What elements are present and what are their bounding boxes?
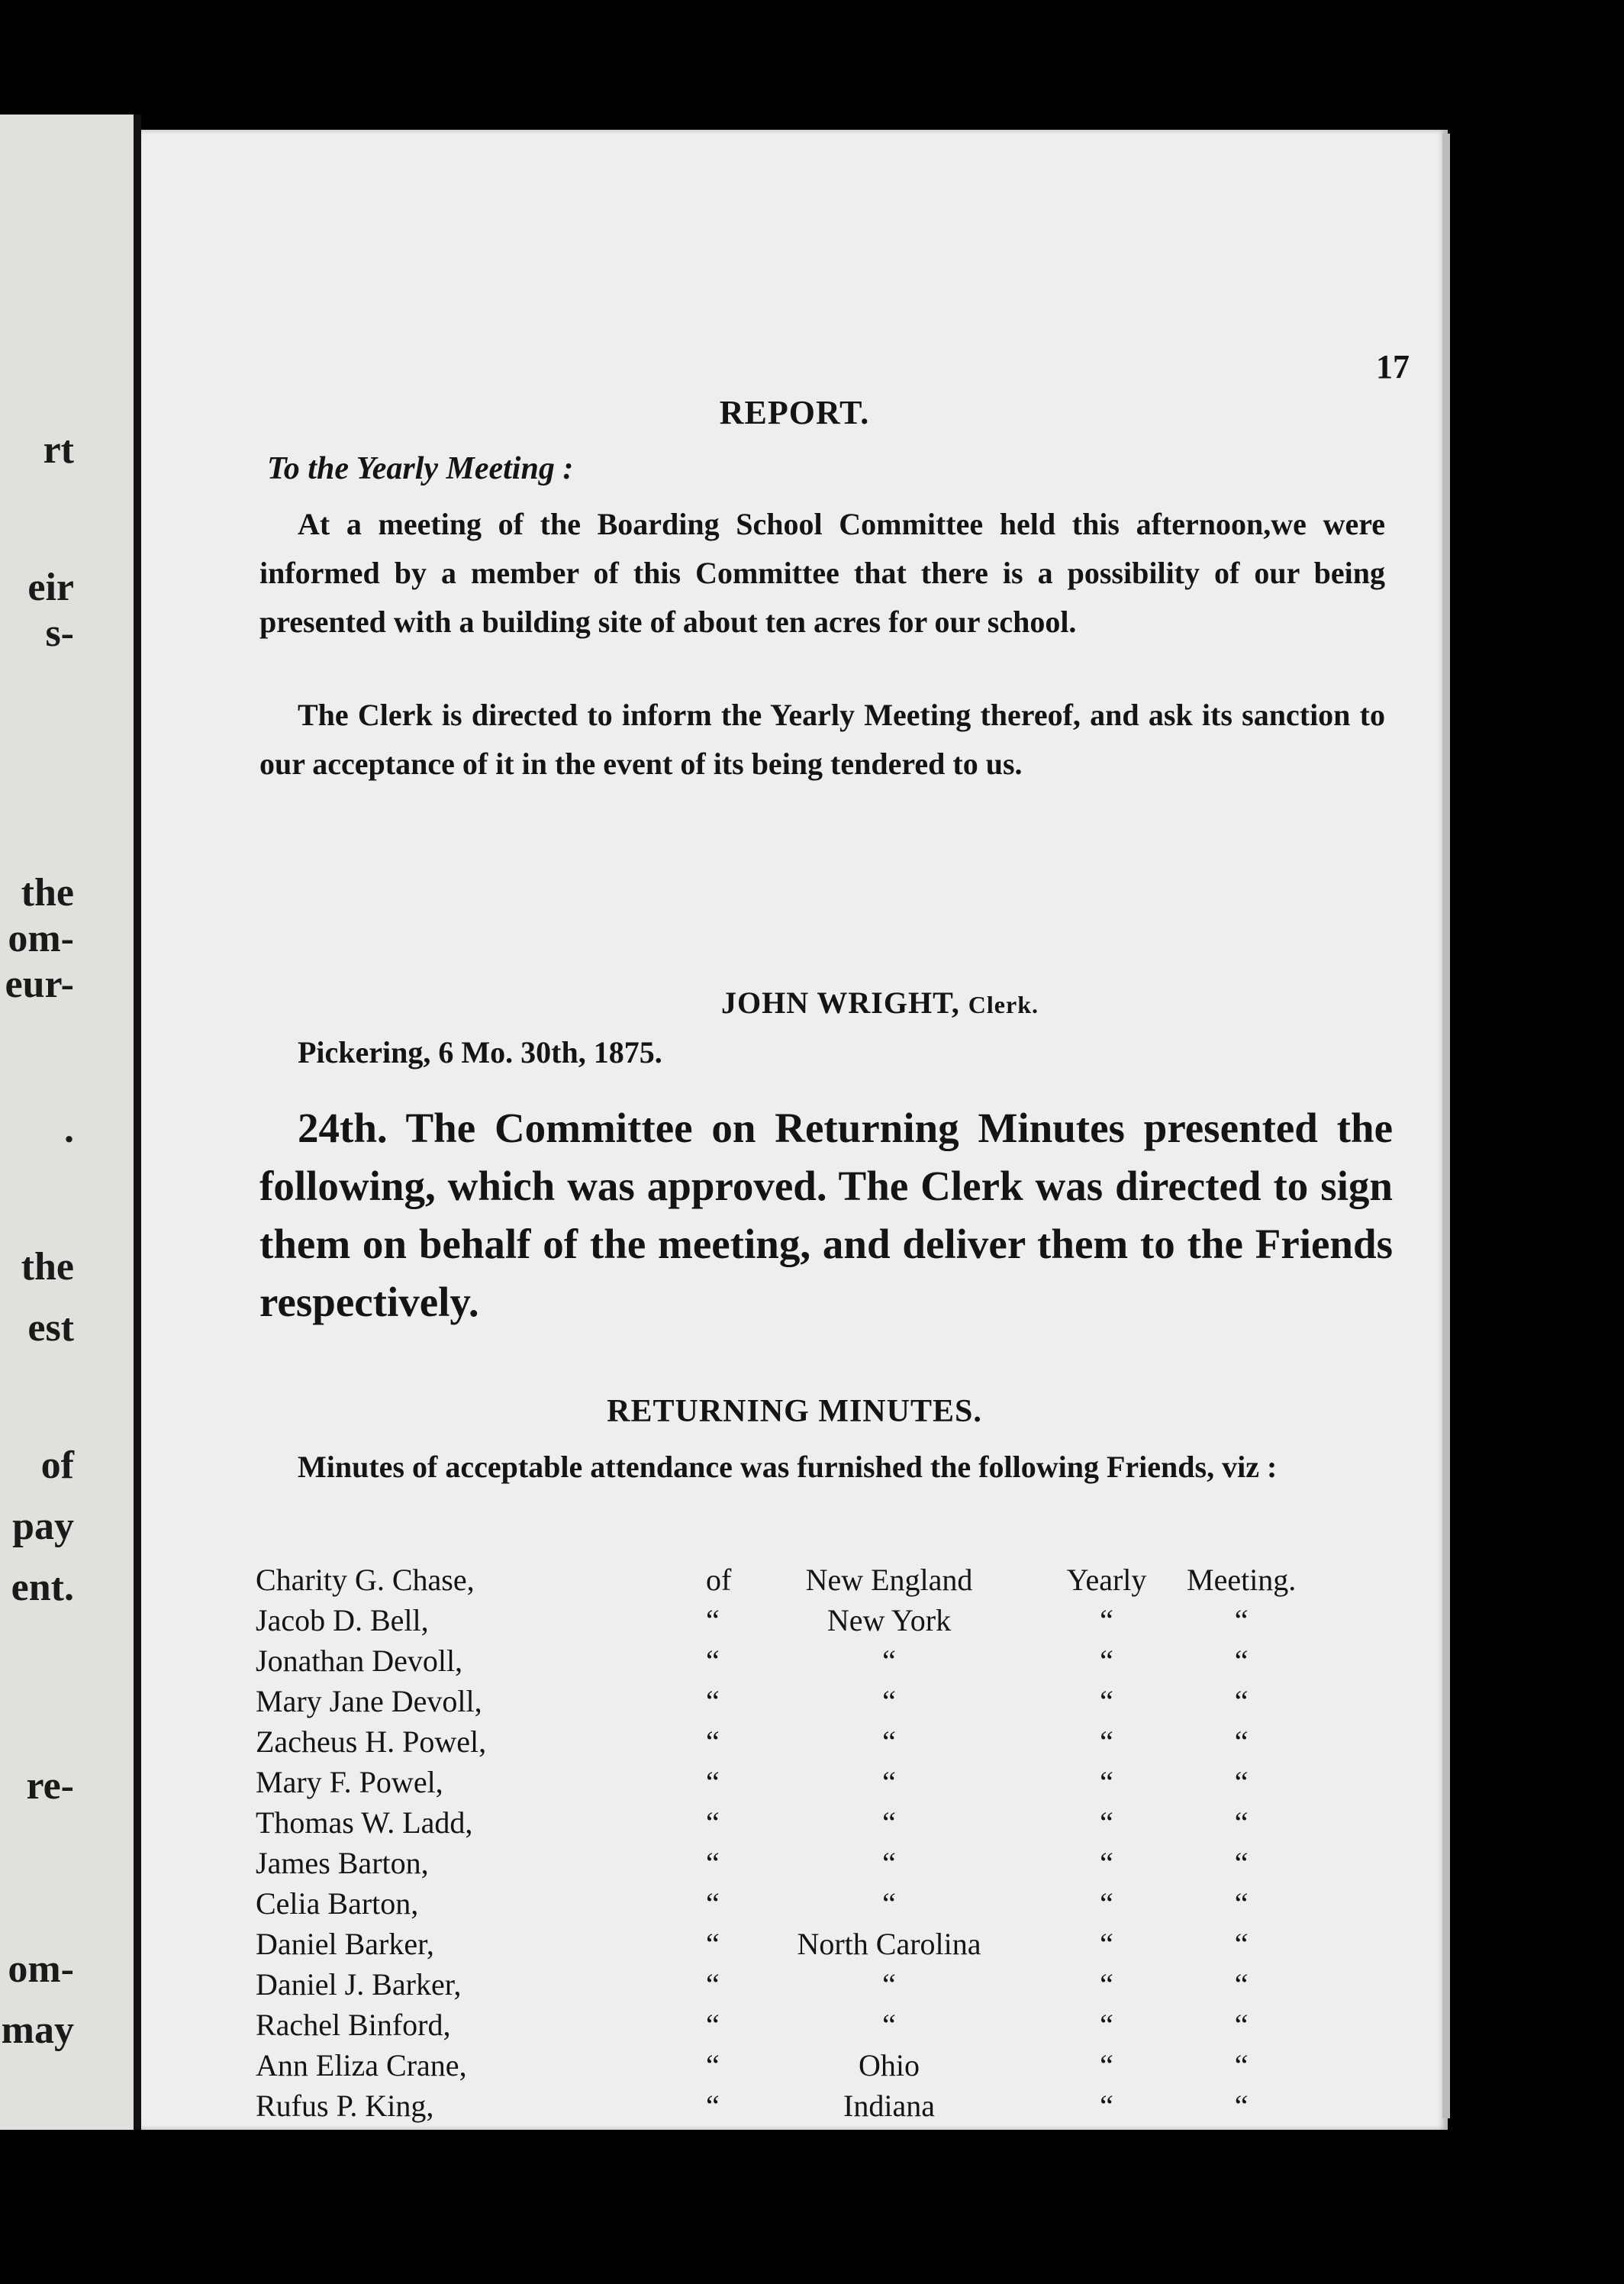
- attendee-ym-cell: “: [882, 1644, 896, 1678]
- left-fragment: re-: [26, 1764, 74, 1808]
- attendee-name-cell: Daniel J. Barker,: [256, 1967, 462, 2002]
- page-edge: [1442, 134, 1450, 2118]
- attendee-yearly-cell: “: [1100, 2048, 1113, 2082]
- report-paragraph-text: At a meeting of the Boarding School Committee held this afternoon,we were informed by a member of this Committee that there is a possibility of our being presented with a building site of about ten acres for our school.: [259, 507, 1385, 639]
- attendee-of-cell: “: [706, 1765, 720, 1799]
- attendee-of-cell: “: [706, 1684, 720, 1718]
- minute-text: 24th. The Committee on Returning Minutes presented the following, which was approved. The Clerk was directed to sign them on behalf of the meeting, and deliver them to the Friends respectively.: [259, 1105, 1393, 1325]
- attendee-name-cell: Jacob D. Bell,: [256, 1603, 429, 1637]
- left-page-strip: [0, 115, 134, 2130]
- attendee-ym-cell: “: [882, 1684, 896, 1718]
- table-row: [256, 1962, 1296, 2002]
- returning-minutes-heading: RETURNING MINUTES.: [607, 1394, 982, 1429]
- report-paragraph-text: The Clerk is directed to inform the Yearly Meeting thereof, and ask its sanction to our acceptance of it in the event of its being tendered to us.: [259, 698, 1385, 781]
- minute-paragraph: [259, 1099, 1393, 1331]
- attendee-yearly-cell: “: [1100, 1684, 1113, 1718]
- table-row: [256, 1638, 1296, 1679]
- attendee-ym-cell: “: [882, 1967, 896, 2002]
- book-page: [141, 130, 1448, 2130]
- attendee-of-cell: “: [706, 1967, 720, 2002]
- left-fragment: rt: [43, 428, 74, 472]
- report-paragraph: [259, 691, 1385, 789]
- intro-text: Minutes of acceptable attendance was furnished the following Friends, viz :: [298, 1450, 1278, 1484]
- attendee-name-cell: Zacheus H. Powel,: [256, 1724, 487, 1759]
- attendee-name-cell: Celia Barton,: [256, 1886, 419, 1921]
- attendee-meeting-cell: “: [1234, 1846, 1249, 1880]
- attendee-yearly-cell: “: [1100, 1805, 1113, 1840]
- attendee-ym-cell: Ohio: [859, 2048, 920, 2082]
- attendee-meeting-cell: “: [1234, 1927, 1249, 1961]
- attendee-name-cell: Mary Jane Devoll,: [256, 1684, 482, 1718]
- attendee-yearly-cell: “: [1100, 1724, 1113, 1759]
- attendee-ym-cell: “: [882, 1846, 896, 1880]
- table-row: [256, 2002, 1296, 2043]
- table-row: [256, 1800, 1296, 1840]
- attendee-yearly-cell: “: [1100, 2008, 1113, 2042]
- table-row: [256, 1719, 1296, 1760]
- table-row: [256, 1921, 1296, 1962]
- attendee-yearly-cell: “: [1100, 1846, 1113, 1880]
- attendee-of-cell: “: [706, 1724, 720, 1759]
- attendee-ym-cell: New England: [805, 1563, 973, 1597]
- attendee-of-cell: “: [706, 1644, 720, 1678]
- report-salutation: To the Yearly Meeting :: [267, 451, 574, 486]
- attendee-of-cell: “: [706, 1886, 720, 1921]
- left-fragment: may: [1, 2008, 74, 2052]
- report-paragraph: [259, 500, 1385, 647]
- attendee-ym-cell: Indiana: [843, 2089, 935, 2123]
- attendee-of-cell: “: [706, 1805, 720, 1840]
- attendee-of-cell: “: [706, 1927, 720, 1961]
- left-fragment: eur-: [5, 963, 74, 1006]
- left-fragment: the: [21, 871, 74, 915]
- attendee-meeting-cell: “: [1234, 1724, 1249, 1759]
- attendee-name-cell: Jonathan Devoll,: [256, 1644, 463, 1678]
- table-row: [256, 2083, 1296, 2124]
- table-row: [256, 1840, 1296, 1881]
- attendees-table: [256, 1557, 1296, 2124]
- left-fragment: s-: [45, 611, 74, 655]
- attendee-yearly-cell: “: [1100, 2089, 1113, 2123]
- attendee-yearly-cell: “: [1100, 1927, 1113, 1961]
- left-fragment: est: [27, 1306, 74, 1350]
- attendee-of-cell: of: [706, 1563, 732, 1597]
- attendee-yearly-cell: Yearly: [1066, 1563, 1147, 1597]
- attendee-name-cell: Ann Eliza Crane,: [256, 2048, 467, 2082]
- attendee-name-cell: Charity G. Chase,: [256, 1563, 475, 1597]
- attendee-meeting-cell: “: [1234, 1805, 1249, 1840]
- attendee-meeting-cell: Meeting.: [1187, 1563, 1297, 1597]
- attendee-ym-cell: “: [882, 1765, 896, 1799]
- left-fragment: ent.: [11, 1566, 74, 1609]
- attendee-name-cell: Mary F. Powel,: [256, 1765, 443, 1799]
- attendee-ym-cell: North Carolina: [797, 1927, 981, 1961]
- attendee-ym-cell: New York: [826, 1603, 952, 1637]
- attendee-meeting-cell: “: [1234, 1644, 1249, 1678]
- left-fragment: .: [64, 1108, 74, 1151]
- left-fragment: eir: [27, 566, 74, 609]
- attendee-meeting-cell: “: [1234, 2089, 1249, 2123]
- clerk-signature: [721, 985, 1039, 1021]
- attendee-meeting-cell: “: [1234, 1603, 1249, 1637]
- attendee-yearly-cell: “: [1100, 1886, 1113, 1921]
- table-row: [256, 1679, 1296, 1719]
- left-fragment: pay: [12, 1505, 74, 1548]
- attendee-name-cell: Rachel Binford,: [256, 2008, 451, 2042]
- attendee-ym-cell: “: [882, 1805, 896, 1840]
- left-fragment: of: [40, 1444, 74, 1487]
- book-gutter: [134, 115, 141, 2130]
- attendee-yearly-cell: “: [1100, 1967, 1113, 2002]
- report-heading: REPORT.: [719, 394, 870, 431]
- table-row: [256, 1881, 1296, 1921]
- attendee-meeting-cell: “: [1234, 2048, 1249, 2082]
- report-dateline: Pickering, 6 Mo. 30th, 1875.: [298, 1035, 662, 1069]
- attendee-name-cell: James Barton,: [256, 1846, 429, 1880]
- attendee-name-cell: Rufus P. King,: [256, 2089, 434, 2123]
- attendee-name-cell: Thomas W. Ladd,: [256, 1805, 473, 1840]
- attendee-meeting-cell: “: [1234, 2008, 1249, 2042]
- attendee-yearly-cell: “: [1100, 1603, 1113, 1637]
- attendee-name-cell: Daniel Barker,: [256, 1927, 434, 1961]
- left-fragment: the: [21, 1245, 74, 1289]
- attendee-meeting-cell: “: [1234, 1967, 1249, 2002]
- returning-minutes-intro: [259, 1443, 1389, 1492]
- signature-title: Clerk.: [968, 991, 1039, 1018]
- left-fragment: om-: [8, 917, 74, 960]
- attendee-of-cell: “: [706, 1603, 720, 1637]
- attendee-of-cell: “: [706, 1846, 720, 1880]
- attendee-meeting-cell: “: [1234, 1765, 1249, 1799]
- attendee-yearly-cell: “: [1100, 1644, 1113, 1678]
- attendee-of-cell: “: [706, 2048, 720, 2082]
- attendee-ym-cell: “: [882, 1724, 896, 1759]
- attendee-of-cell: “: [706, 2008, 720, 2042]
- table-row: [256, 1760, 1296, 1800]
- left-fragment: om-: [8, 1947, 74, 1991]
- attendee-yearly-cell: “: [1100, 1765, 1113, 1799]
- table-row: [256, 1598, 1296, 1638]
- attendee-ym-cell: “: [882, 2008, 896, 2042]
- page-number: 17: [1376, 348, 1410, 386]
- attendee-meeting-cell: “: [1234, 1684, 1249, 1718]
- signature-name: JOHN WRIGHT,: [721, 986, 968, 1020]
- attendee-of-cell: “: [706, 2089, 720, 2123]
- attendee-meeting-cell: “: [1234, 1886, 1249, 1921]
- table-row: [256, 2043, 1296, 2083]
- attendee-ym-cell: “: [882, 1886, 896, 1921]
- table-row: [256, 1557, 1296, 1598]
